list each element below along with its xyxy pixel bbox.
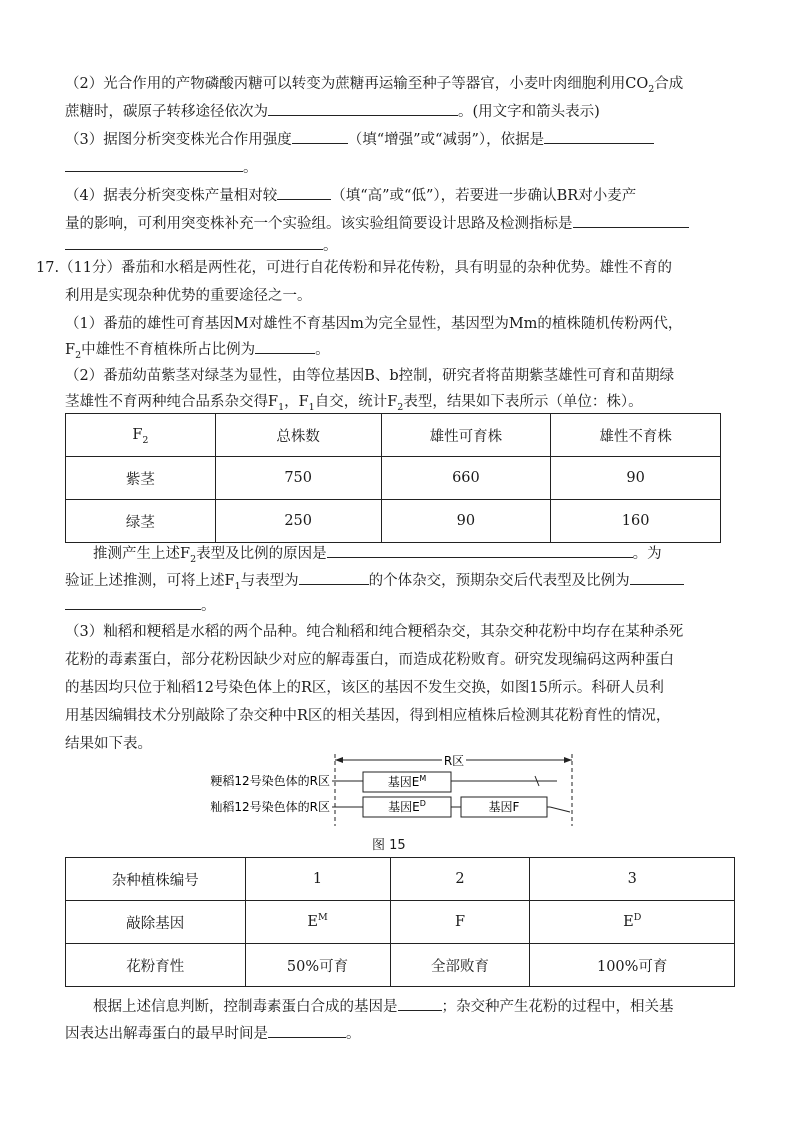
table-header-cell: 总株数 [215,414,381,457]
table-header-cell: 杂种植株编号 [66,858,246,901]
answer-blank[interactable] [255,337,315,354]
table-row [66,944,735,987]
table-header-cell: $F_2$ [66,414,216,457]
table-cell: 250 [215,500,381,543]
table-header-cell: 雄性不育株 [551,414,721,457]
q17-inference-line2: 验证上述推测，可将上述$F_1$与表型为 的个体杂交，预期杂交后代表型及比例为 [65,567,735,595]
gene-ed-label: 基因$E^D$ [388,799,426,814]
q17-inference-line1: 推测产生上述$F_2$表型及比例的原因是 。为 [93,540,735,568]
table-cell: 100%可育 [530,944,735,987]
f2-phenotype-table [65,413,721,543]
q17-part1-line1: （1）番茄的雄性可育基因M对雄性不育基因m为完全显性，基因型为Mm的植株随机传粉两代， [65,316,683,332]
answer-blank[interactable] [299,568,369,585]
arrow-left-icon [335,757,343,763]
table-header-row [66,414,721,457]
answer-blank[interactable] [544,127,654,144]
q17-final-line1: 根据上述信息判断，控制毒素蛋白合成的基因是 ；杂交种产生花粉的过程中，相关基 [93,993,735,1021]
table-cell: 750 [215,457,381,500]
arrow-right-icon [564,757,572,763]
answer-blank[interactable] [277,183,331,200]
q17-inference-line3: 。 [65,592,735,620]
table-cell: $E^M$ [245,901,390,944]
table-cell: 紫茎 [66,457,216,500]
gene-f-label: 基因F [488,800,520,814]
table-cell: F [390,901,530,944]
table-cell: 90 [381,500,551,543]
q17-intro-line1: 17.（11分）番茄和水稻是两性花，可进行自花传粉和异花传粉，具有明显的杂种优势。雄性不育的 [36,260,673,276]
q16-part3-line1: （3）据图分析突变株光合作用强度 （填“增强”或“减弱”），依据是 [65,126,735,154]
table-cell: 绿茎 [66,500,216,543]
answer-blank[interactable] [630,568,684,585]
table-header-cell: 2 [390,858,530,901]
q17-part3-line5: 结果如下表。 [65,736,152,752]
table-header-cell: 雄性可育株 [381,414,551,457]
table-cell: 50%可育 [245,944,390,987]
gene-em-label: 基因$E^M$ [387,774,427,789]
answer-blank[interactable] [292,127,348,144]
q17-final-line2: 因表达出解毒蛋白的最早时间是 。 [65,1020,735,1048]
pollen-fertility-table [65,857,735,987]
table-row [66,457,721,500]
table-row [66,500,721,543]
table-cell: 敲除基因 [66,901,246,944]
answer-blank[interactable] [65,155,243,172]
table-row [66,901,735,944]
q16-part4-line3: 。 [65,232,735,260]
figure-caption: 图 15 [372,838,406,853]
answer-blank[interactable] [398,994,442,1011]
table-cell: 660 [381,457,551,500]
q17-part2-line1: （2）番茄幼苗紫茎对绿茎为显性，由等位基因B、b控制，研究者将苗期紫茎雄性可育和苗期绿 [65,368,675,384]
q16-part4-line1: （4）据表分析突变株产量相对较 （填“高”或“低”），若要进一步确认BR对小麦产 [65,182,735,210]
table-cell: 90 [551,457,721,500]
q17-part3-line2: 花粉的毒素蛋白，部分花粉因缺少对应的解毒蛋白，而造成花粉败育。研究发现编码这两种蛋白 [65,652,674,668]
q17-part3-line1: （3）籼稻和粳稻是水稻的两个品种。纯合籼稻和纯合粳稻杂交，其杂交种花粉中均存在某种杀死 [65,624,684,640]
q16-part4-line2: 量的影响，可利用突变株补充一个实验组。该实验组简要设计思路及检测指标是 [65,210,735,238]
figure-15-chromosome-diagram [150,748,600,834]
answer-blank[interactable] [573,211,689,228]
region-label: R区 [443,754,465,768]
q17-part3-line3: 的基因均只位于籼稻12号染色体上的R区，该区的基因不发生交换，如图15所示。科研人员利 [65,680,664,696]
q17-part3-line4: 用基因编辑技术分别敲除了杂交种中R区的相关基因，得到相应植株后检测其花粉育性的情况， [65,708,671,724]
table-cell: 全部败育 [390,944,530,987]
q16-part3-line2: 。 [65,154,735,182]
answer-blank[interactable] [65,233,323,250]
answer-blank[interactable] [65,593,201,610]
q16-part2-line2: 蔗糖时，碳原子转移途径依次为 。(用文字和箭头表示) [65,98,735,126]
q17-part1-line2: $F_2$中雄性不育植株所占比例为 。 [65,336,735,364]
q16-part2-line1: （2）光合作用的产物磷酸丙糖可以转变为蔗糖再运输至种子等器官，小麦叶肉细胞利用$CO_2$合成 [65,76,684,95]
indica-row-label: 籼稻12号染色体的R区 [210,800,330,814]
answer-blank[interactable] [268,1021,346,1038]
table-cell: $E^D$ [530,901,735,944]
table-cell: 160 [551,500,721,543]
q17-part2-line2: 茎雄性不育两种纯合品系杂交得$F_1$，$F_1$自交，统计$F_2$表型，结果如下表所示（单位：株）。 [65,394,643,413]
japonica-row-label: 粳稻12号染色体的R区 [210,774,330,788]
table-cell: 花粉育性 [66,944,246,987]
table-header-row [66,858,735,901]
q17-intro-line2: 利用是实现杂种优势的重要途径之一。 [65,288,312,304]
answer-blank[interactable] [268,99,458,116]
table-header-cell: 1 [245,858,390,901]
table-header-cell: 3 [530,858,735,901]
answer-blank[interactable] [327,541,633,558]
